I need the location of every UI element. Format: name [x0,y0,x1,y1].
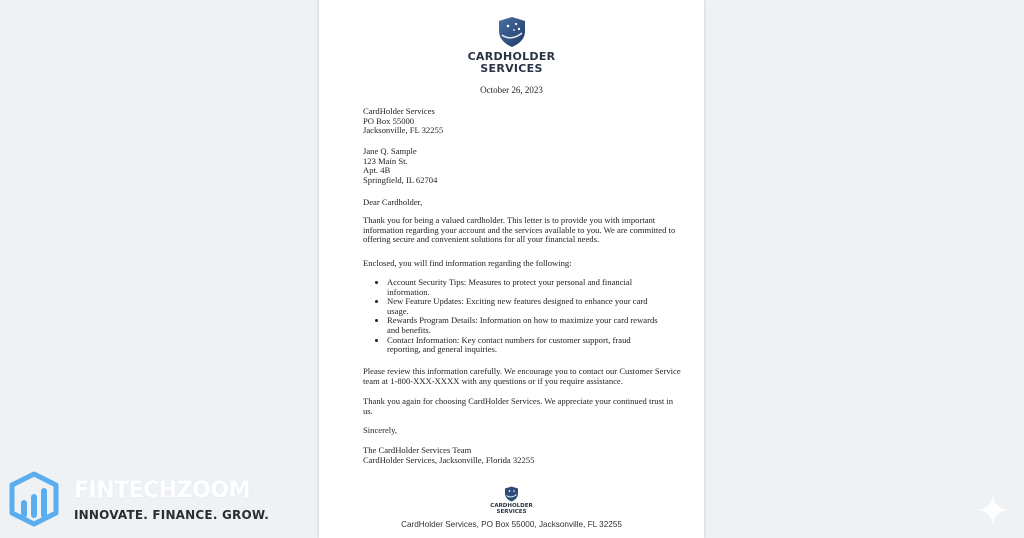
sender-address [363,107,443,136]
sender-line: CardHolder Services [363,106,435,116]
bar-chart-hexagon-icon [6,470,62,528]
paragraph-enclosed: Enclosed, you will find information regarding the following: [363,258,572,268]
list-item: • Account Security Tips: Measures to protect your personal and financial information. [387,278,663,297]
enclosed-list [363,278,663,355]
recipient-line: Jane Q. Sample [363,146,417,156]
sparkle-icon [975,492,1011,528]
brand-line-1: CARDHOLDER [467,50,556,63]
list-item: • New Feature Updates: Exciting new features designed to enhance your card usage. [387,297,663,316]
signature [363,446,534,465]
letter-date: October 26, 2023 [480,85,543,95]
footer-logo [319,486,704,515]
brand-line-2: SERVICES [480,62,543,75]
footer-address: CardHolder Services, PO Box 55000, Jacksonville, FL 32255 [401,520,622,529]
recipient-address [363,147,437,185]
fintechzoom-name: FINTECHZOOM [74,478,250,503]
signature-line: CardHolder Services, Jacksonville, Florida 32255 [363,454,535,465]
salutation: Dear Cardholder, [363,197,423,207]
cardholder-logo [319,16,704,75]
signature-line: The CardHolder Services Team [363,445,472,455]
closing: Sincerely, [363,425,398,435]
sender-line: Jacksonville, FL 32255 [363,125,444,136]
footer-brand-line-2: SERVICES [496,509,527,515]
sender-line: PO Box 55000 [363,115,415,126]
list-item: • Rewards Program Details: Information on how to maximize your card rewards and benefits. [387,316,663,335]
shield-icon [497,16,527,48]
recipient-line: Apt. 4B [363,165,391,176]
paragraph-intro: Thank you for being a valued cardholder. This letter is to provide you with important information regarding your account and the services available to you. We are committed to offering secure and convenient solutions for all your financial needs. [363,215,676,245]
list-item: • Contact Information: Key contact numbers for customer support, fraud reporting, and general inquiries. [387,336,663,355]
fintechzoom-tagline: INNOVATE. FINANCE. GROW. [74,508,270,522]
recipient-line: Springfield, IL 62704 [363,174,438,185]
recipient-line: 123 Main St. [363,155,408,166]
shield-icon [504,486,519,502]
footer-brand-line-1: CARDHOLDER [490,503,533,509]
paragraph-thanks: Thank you again for choosing CardHolder Services. We appreciate your continued trust in us. [363,396,674,416]
paragraph-review: Please review this information carefully. We encourage you to contact our Customer Service team at 1-800-XXX-XXXX with any questions or if you require assistance. [363,366,681,386]
letter-page [318,0,705,538]
